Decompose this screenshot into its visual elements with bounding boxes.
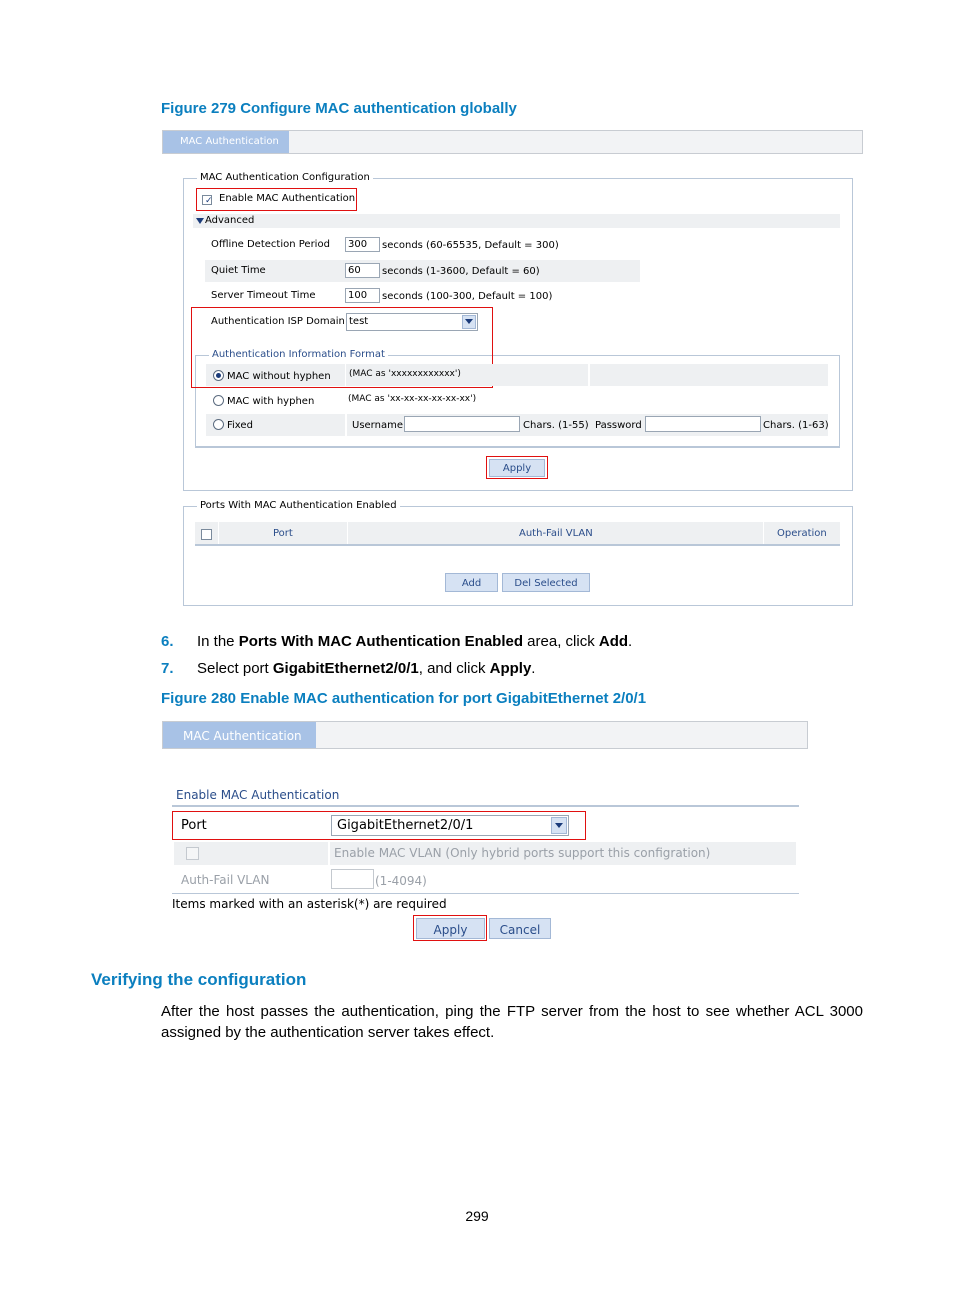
step-6: 6.	[161, 633, 174, 650]
isp-domain-value: test	[349, 316, 369, 327]
port-value: GigabitEthernet2/0/1	[337, 818, 474, 833]
tab-bar	[162, 130, 863, 154]
server-timeout-input[interactable]: 100	[345, 288, 380, 303]
mac-with-hint: (MAC as 'xx-xx-xx-xx-xx-xx')	[348, 394, 477, 404]
fixed-radio[interactable]	[213, 419, 224, 430]
step-7: 7.	[161, 660, 174, 677]
paragraph-line-2: assigned by the authentication server takes effect.	[161, 1024, 495, 1041]
auth-fail-vlan-input[interactable]	[331, 869, 374, 889]
check-icon: ✓	[205, 195, 213, 205]
enable-section-title: Enable MAC Authentication	[176, 788, 340, 802]
quiet-time-label: Quiet Time	[211, 265, 266, 276]
username-label: Username	[352, 420, 403, 431]
fixed-label: Fixed	[227, 420, 253, 431]
offline-detection-label: Offline Detection Period	[211, 239, 330, 250]
port-label: Port	[181, 818, 207, 833]
mac-with-radio[interactable]	[213, 395, 224, 406]
auth-fail-vlan-label: Auth-Fail VLAN	[181, 873, 270, 887]
enable-mac-auth-label: Enable MAC Authentication	[219, 193, 356, 204]
step-6-text: In the Ports With MAC Authentication Enabled area, click Add.	[197, 633, 633, 650]
mac-without-label: MAC without hyphen	[227, 371, 331, 382]
mac-without-radio[interactable]	[213, 370, 224, 381]
auth-format-legend: Authentication Information Format	[209, 349, 388, 360]
isp-domain-label: Authentication ISP Domain	[211, 316, 345, 327]
auth-fail-vlan-hint: (1-4094)	[375, 874, 427, 888]
password-label: Password	[595, 420, 642, 431]
apply-button[interactable]: Apply	[489, 459, 545, 477]
server-timeout-hint: seconds (100-300, Default = 100)	[382, 291, 553, 302]
page-number: 299	[465, 1208, 489, 1224]
figure-279-caption: Figure 279 Configure MAC authentication globally	[161, 100, 517, 117]
step-7-text: Select port GigabitEthernet2/0/1, and click Apply.	[197, 660, 536, 677]
port-select[interactable]	[331, 815, 569, 836]
enable-mac-auth-checkbox[interactable]	[202, 195, 212, 205]
mac-with-label: MAC with hyphen	[227, 396, 315, 407]
ports-legend: Ports With MAC Authentication Enabled	[197, 500, 400, 511]
advanced-toggle[interactable]: Advanced	[205, 215, 255, 226]
col-port[interactable]: Port	[273, 528, 293, 539]
col-auth-fail-vlan[interactable]: Auth-Fail VLAN	[519, 528, 593, 539]
section-heading: Verifying the configuration	[91, 970, 307, 989]
select-all-checkbox[interactable]	[201, 529, 212, 540]
triangle-down-icon[interactable]	[196, 218, 204, 224]
username-input[interactable]	[404, 416, 520, 432]
col-operation: Operation	[777, 528, 827, 539]
quiet-time-hint: seconds (1-3600, Default = 60)	[382, 266, 540, 277]
chevron-down-icon[interactable]	[551, 817, 567, 834]
figure-280-caption: Figure 280 Enable MAC authentication for port GigabitEthernet 2/0/1	[161, 690, 647, 707]
advanced-row	[193, 214, 840, 228]
paragraph-line-1: After the host passes the authentication, ping the FTP server from the host to see whether ACL 3000	[161, 1003, 863, 1020]
del-selected-button[interactable]: Del Selected	[502, 573, 590, 592]
mac-vlan-checkbox[interactable]	[186, 847, 199, 860]
config-legend: MAC Authentication Configuration	[197, 172, 373, 183]
tab-bar-2	[162, 721, 808, 749]
username-chars-hint: Chars. (1-55)	[523, 420, 589, 431]
tab-mac-authentication[interactable]: MAC Authentication	[163, 131, 289, 153]
add-button[interactable]: Add	[445, 573, 498, 592]
password-chars-hint: Chars. (1-63)	[763, 420, 829, 431]
cancel-button[interactable]: Cancel	[489, 918, 551, 939]
password-input[interactable]	[645, 416, 761, 432]
offline-detection-hint: seconds (60-65535, Default = 300)	[382, 240, 559, 251]
mac-vlan-label: Enable MAC VLAN (Only hybrid ports support this configration)	[334, 846, 711, 860]
server-timeout-label: Server Timeout Time	[211, 290, 316, 301]
required-note: Items marked with an asterisk(*) are required	[172, 897, 447, 911]
quiet-time-input[interactable]: 60	[345, 263, 380, 278]
mac-without-hint: (MAC as 'xxxxxxxxxxxx')	[349, 369, 461, 379]
apply-button-2[interactable]: Apply	[416, 918, 485, 939]
offline-detection-input[interactable]: 300	[345, 237, 380, 252]
tab-mac-authentication-2[interactable]: MAC Authentication	[163, 722, 316, 748]
